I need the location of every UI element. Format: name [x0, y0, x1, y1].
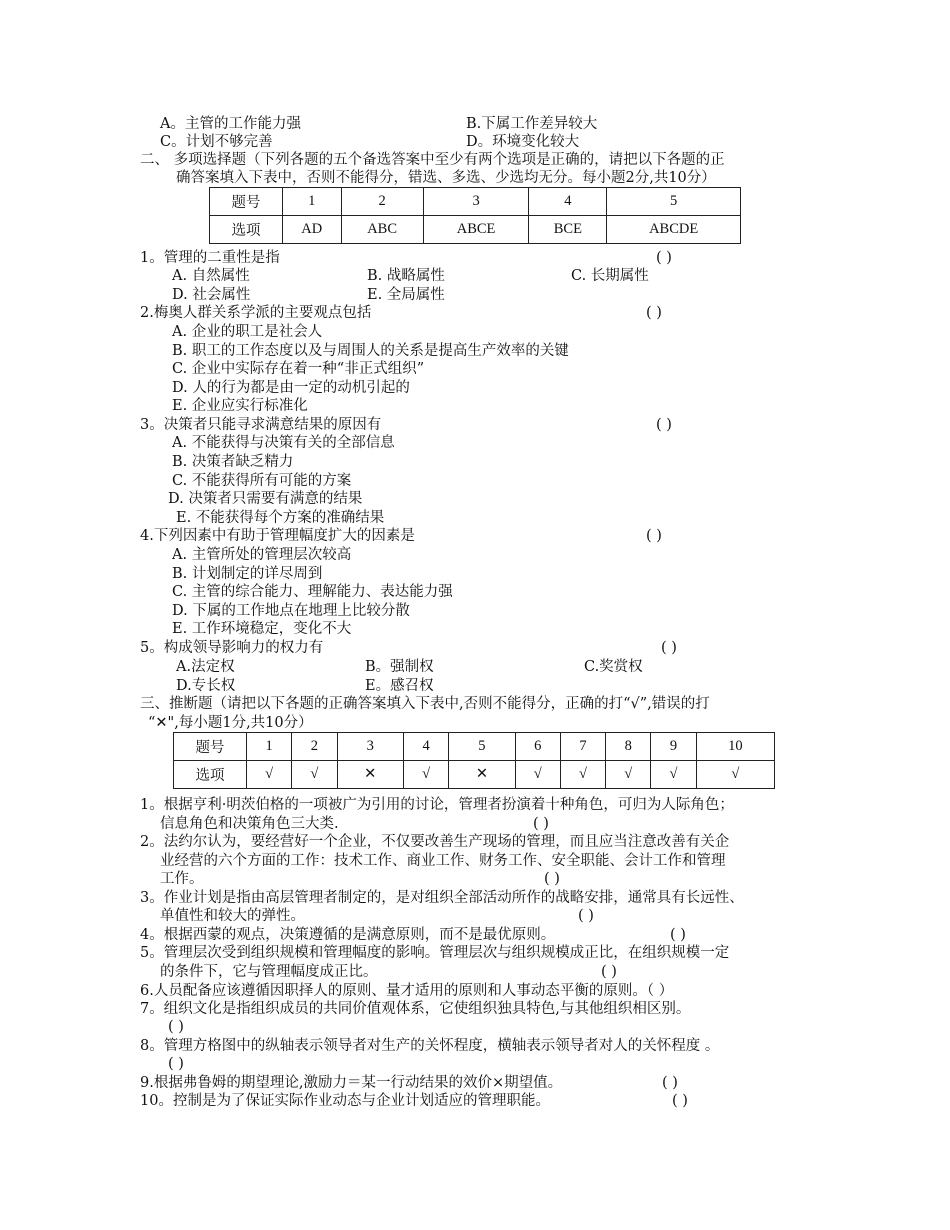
- statement-text: 工作。: [160, 871, 204, 887]
- answer-paren: ( ): [670, 927, 686, 943]
- statement-text: 业经营的六个方面的工作：技术工作、商业工作、财务工作、安全职能、会计工作和管理: [160, 853, 726, 869]
- table-cell: AD: [283, 216, 342, 244]
- table-cell: 5: [449, 733, 515, 761]
- answer-paren: ( ): [662, 1075, 678, 1091]
- section3-heading-cont: “✕",每小题1分,共10分）: [148, 715, 313, 731]
- statement-text: 7。组织文化是指组织成员的共同价值观体系，它使组织独具特色,与其他组织相区别。: [140, 1001, 691, 1017]
- answer-paren: ( ): [661, 640, 677, 656]
- table-cell: √: [651, 761, 696, 789]
- list-item: C. 长期属性: [571, 268, 649, 284]
- list-item: E. 企业应实行标准化: [172, 398, 308, 414]
- table-cell: ✕: [337, 761, 403, 789]
- list-item: A. 不能获得与决策有关的全部信息: [172, 435, 395, 451]
- table-row: [174, 761, 775, 789]
- statement-text: 信息角色和决策角色三大类.: [160, 816, 339, 832]
- table-header-label: 题号: [174, 733, 247, 761]
- answer-paren: ( ): [533, 816, 549, 832]
- table-cell: ✕: [449, 761, 515, 789]
- table-cell: √: [606, 761, 651, 789]
- question-stem: 2.梅奥人群关系学派的主要观点包括: [140, 305, 372, 321]
- table-row: [210, 216, 741, 244]
- statement-text: 5。管理层次受到组织规模和管理幅度的影响。管理层次与组织规模成正比，在组织规模一定: [140, 945, 730, 961]
- question-stem: 5。构成领导影响力的权力有: [140, 640, 324, 656]
- table-cell: ABCDE: [607, 216, 741, 244]
- list-item: C. 主管的综合能力、理解能力、表达能力强: [172, 584, 453, 600]
- list-item: D. 人的行为都是由一定的动机引起的: [172, 380, 410, 396]
- table-cell: 3: [337, 733, 403, 761]
- list-item: E. 全局属性: [367, 287, 445, 303]
- table-cell: √: [696, 761, 774, 789]
- list-item: C. 不能获得所有可能的方案: [172, 473, 352, 489]
- list-item: E. 工作环境稳定，变化不大: [172, 621, 352, 637]
- list-item: B. 战略属性: [367, 268, 445, 284]
- table-cell: 4: [529, 188, 607, 216]
- true-false-answer-table: [173, 732, 775, 789]
- statement-text: 2。法约尔认为，要经营好一个企业，不仅要改善生产现场的管理，而且应当注意改善有关企: [140, 834, 730, 850]
- list-item: E. 不能获得每个方案的准确结果: [176, 510, 385, 526]
- statement-text: 9.根据弗鲁姆的期望理论,激励力＝某一行动结果的效价×期望值。: [140, 1075, 563, 1091]
- table-cell: 2: [292, 733, 337, 761]
- list-item: B. 计划制定的详尽周到: [172, 566, 323, 582]
- table-cell: ABCE: [423, 216, 529, 244]
- table-answer-label: 选项: [174, 761, 247, 789]
- table-cell: 1: [247, 733, 292, 761]
- list-item: C.奖赏权: [584, 659, 643, 675]
- table-row: [174, 733, 775, 761]
- list-item: D. 社会属性: [172, 287, 251, 303]
- answer-paren: ( ): [656, 250, 672, 266]
- statement-text: 1。根据亨利·明茨伯格的一项被广为引用的讨论，管理者扮演着十种角色，可归为人际角色；: [140, 797, 734, 813]
- question-stem: 1。管理的二重性是指: [140, 250, 280, 266]
- list-item: A. 企业的职工是社会人: [172, 324, 323, 340]
- option-b: B.下属工作差异较大: [466, 116, 598, 132]
- question-stem: 4.下列因素中有助于管理幅度扩大的因素是: [140, 528, 415, 544]
- question-stem: 3。决策者只能寻求满意结果的原因有: [140, 417, 382, 433]
- answer-paren: ( ): [646, 528, 662, 544]
- answer-paren: ( ): [168, 1019, 184, 1035]
- table-cell: 1: [283, 188, 342, 216]
- list-item: D. 决策者只需要有满意的结果: [168, 491, 363, 507]
- table-cell: 5: [607, 188, 741, 216]
- table-cell: BCE: [529, 216, 607, 244]
- list-item: E。感召权: [365, 678, 434, 694]
- statement-text: 8。管理方格图中的纵轴表示领导者对生产的关怀程度，横轴表示领导者对人的关怀程度 。: [140, 1038, 720, 1054]
- table-cell: 3: [423, 188, 529, 216]
- statement-text: 3。作业计划是指由高层管理者制定的，是对组织全部活动所作的战略安排，通常具有长远性、: [140, 890, 744, 906]
- table-cell: 8: [606, 733, 651, 761]
- answer-paren: ( ): [672, 1093, 688, 1109]
- answer-paren: ( ): [544, 871, 560, 887]
- section2-heading: 二、 多项选择题（下列各题的五个备选答案中至少有两个选项是正确的，请把以下各题的正: [140, 152, 725, 168]
- statement-text: 6.人员配备应该遵循因职择人的原则、量才适用的原则和人事动态平衡的原则。（ ）: [140, 983, 674, 999]
- table-cell: 6: [515, 733, 560, 761]
- list-item: B。强制权: [365, 659, 434, 675]
- list-item: A. 自然属性: [172, 268, 250, 284]
- option-a: A。主管的工作能力强: [160, 116, 301, 132]
- list-item: D. 下属的工作地点在地理上比较分散: [172, 603, 410, 619]
- statement-text: 单值性和较大的弹性。: [160, 908, 305, 924]
- table-cell: ABC: [341, 216, 423, 244]
- table-cell: √: [292, 761, 337, 789]
- answer-paren: ( ): [601, 964, 617, 980]
- list-item: B. 决策者缺乏精力: [172, 454, 294, 470]
- option-c: C。计划不够完善: [160, 134, 273, 150]
- answer-paren: ( ): [646, 305, 662, 321]
- list-item: D.专长权: [176, 678, 236, 694]
- table-cell: 2: [341, 188, 423, 216]
- section3-heading: 三、推断题（请把以下各题的正确答案填入下表中,否则不能得分，正确的打“√”,错误的打: [140, 696, 710, 712]
- table-cell: 10: [696, 733, 774, 761]
- list-item: A. 主管所处的管理层次较高: [172, 547, 352, 563]
- table-answer-label: 选项: [210, 216, 283, 244]
- option-d: D。环境变化较大: [466, 134, 580, 150]
- table-cell: √: [247, 761, 292, 789]
- answer-paren: ( ): [578, 908, 594, 924]
- answer-paren: ( ): [656, 417, 672, 433]
- statement-text: 的条件下，它与管理幅度成正比。: [160, 964, 378, 980]
- table-cell: √: [560, 761, 605, 789]
- answer-paren: ( ): [168, 1056, 184, 1072]
- multi-choice-answer-table: [209, 187, 741, 244]
- table-cell: 7: [560, 733, 605, 761]
- table-cell: √: [403, 761, 448, 789]
- table-cell: 9: [651, 733, 696, 761]
- table-header-label: 题号: [210, 188, 283, 216]
- table-row: [210, 188, 741, 216]
- statement-text: 4。根据西蒙的观点，决策遵循的是满意原则，而不是最优原则。: [140, 927, 556, 943]
- list-item: A.法定权: [176, 659, 235, 675]
- section2-heading-cont: 确答案填入下表中，否则不能得分，错选、多选、少选均无分。每小题2分,共10分）: [176, 170, 716, 186]
- list-item: B. 职工的工作态度以及与周围人的关系是提高生产效率的关键: [172, 343, 569, 359]
- table-cell: 4: [403, 733, 448, 761]
- statement-text: 10。控制是为了保证实际作业动态与企业计划适应的管理职能。: [140, 1093, 550, 1109]
- table-cell: √: [515, 761, 560, 789]
- list-item: C. 企业中实际存在着一种“非正式组织”: [172, 361, 425, 377]
